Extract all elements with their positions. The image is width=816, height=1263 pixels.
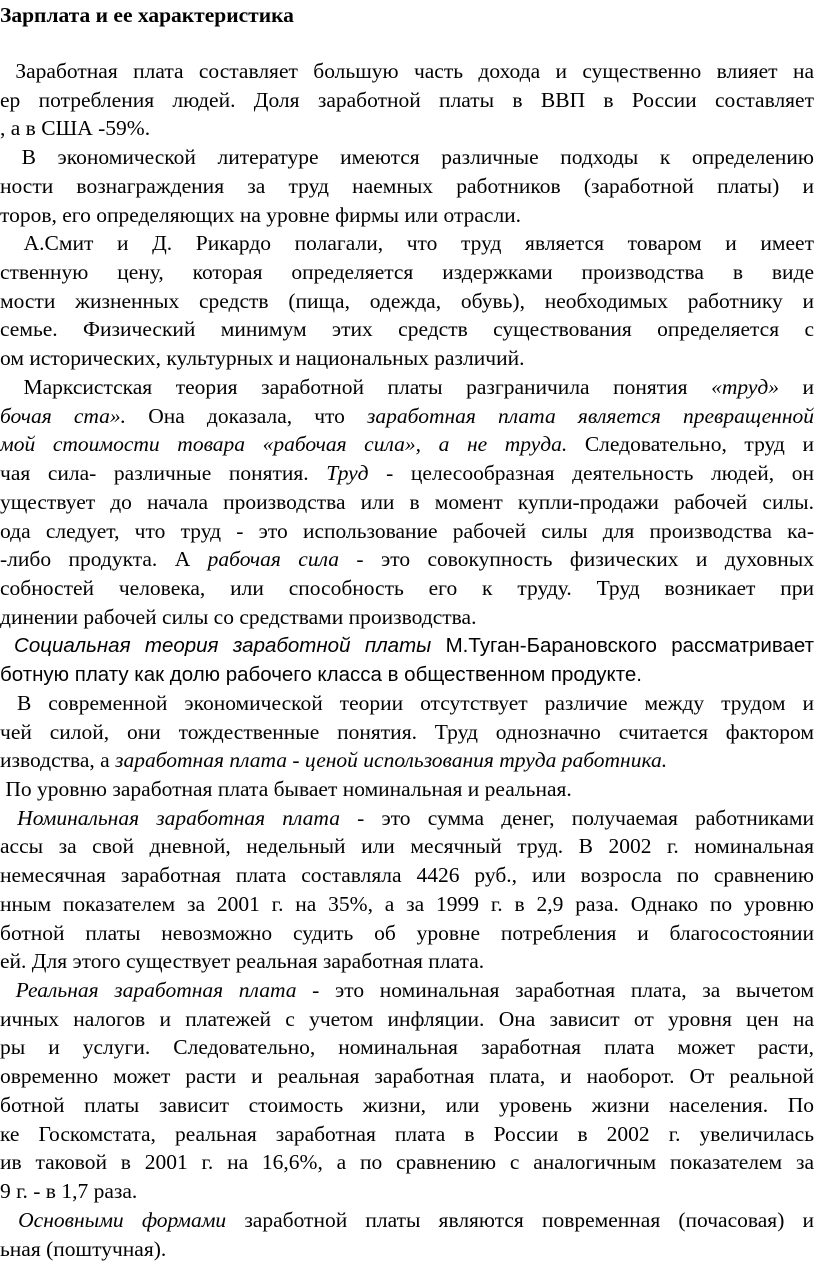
italic-term: Социальная теория заработной платы	[14, 634, 432, 657]
text-run: -либо продукта. А	[0, 547, 208, 571]
document-title: Зарплата и ее характеристика	[0, 3, 294, 27]
text-run: динении рабочей силы со средствами производства.	[0, 605, 477, 629]
text-line	[0, 315, 814, 343]
italic-term: бочая ста».	[0, 404, 127, 428]
text-run: и	[778, 375, 814, 399]
italic-term: рабочая сила	[207, 547, 339, 571]
text-run: овременно может расти и реальная заработная плата, и наоборот. От реальной	[0, 1064, 814, 1088]
text-run: чей силой, они тождественные понятия. Труд однозначно считается фактором	[0, 720, 814, 744]
text-line	[0, 718, 814, 746]
text-run: собностей человека, или способность его к труду. Труд возникает при	[0, 576, 814, 600]
text-run: ер потребления людей. Доля заработной платы в ВВП в России составляет	[0, 88, 814, 112]
text-run: нным показателем за 2001 г. на 35%, а за 1999 г. в 2,9 раза. Однако по уровню	[0, 892, 814, 916]
text-run: ры и услуги. Следовательно, номинальная заработная плата может расти,	[0, 1035, 814, 1059]
text-run: Она доказала, что	[126, 404, 368, 428]
text-line	[0, 775, 572, 803]
text-line	[0, 201, 521, 229]
text-line	[0, 919, 814, 947]
text-line	[0, 1206, 814, 1234]
text-run: изводства, а	[0, 748, 116, 772]
italic-term: Основными формами	[18, 1208, 227, 1232]
text-run: ности вознаграждения за труд наемных работников (заработной платы) и	[0, 174, 814, 198]
text-run	[0, 806, 17, 830]
text-line	[0, 1148, 814, 1176]
text-line	[0, 545, 814, 573]
text-run: ботную плату как долю рабочего класса в общественном продукте.	[0, 663, 643, 686]
text-run: 9 г. - в 1,7 раза.	[0, 1179, 138, 1203]
italic-term: Реальная заработная плата	[15, 978, 297, 1002]
text-run: В экономической литературе имеются различные подходы к определению	[0, 145, 814, 169]
text-line	[0, 229, 814, 257]
text-line	[0, 1062, 814, 1090]
text-line	[0, 603, 476, 631]
text-line	[0, 947, 484, 975]
text-line	[0, 574, 814, 602]
text-run: ке Госкомстата, реальная заработная плата в России в 2002 г. увеличилась	[0, 1122, 814, 1146]
text-line	[0, 976, 814, 1004]
text-run: ственную цену, которая определяется издержками производства в виде	[0, 260, 814, 284]
italic-term: Номинальная заработная плата	[17, 806, 340, 830]
text-run: По уровню заработная плата бывает номинальная и реальная.	[0, 777, 572, 801]
text-line	[0, 1005, 814, 1033]
text-run: ив таковой в 2001 г. на 16,6%, а по сравнению с аналогичным показателем за	[0, 1150, 814, 1174]
italic-term: Труд	[326, 461, 369, 485]
text-line	[0, 1091, 814, 1119]
text-line	[0, 517, 814, 545]
text-run: ассы за свой дневной, недельный или месячный труд. В 2002 г. номинальная	[0, 834, 814, 858]
text-line	[0, 832, 814, 860]
text-run: чая сила- различные понятия.	[0, 461, 327, 485]
italic-term: заработная плата - ценой использования труда работника.	[115, 748, 668, 772]
text-run: Заработная плата составляет большую часть дохода и существенно влияет на	[0, 59, 814, 83]
text-run: А.Смит и Д. Рикардо полагали, что труд является товаром и имеет	[0, 231, 814, 255]
text-run: М.Туган-Барановского рассматривает	[431, 634, 814, 657]
text-line	[0, 402, 814, 430]
text-line	[0, 459, 814, 487]
text-run: ботной платы зависит стоимость жизни, или уровень жизни населения. По	[0, 1093, 814, 1117]
text-line	[0, 660, 642, 688]
text-run: ьная (поштучная).	[0, 1237, 167, 1261]
text-run: В современной экономической теории отсутствует различие между трудом и	[0, 691, 814, 715]
text-line	[0, 430, 814, 458]
text-run: мости жизненных средств (пища, одежда, обувь), необходимых работнику и	[0, 289, 814, 313]
text-line	[0, 1120, 814, 1148]
italic-term: мой стоимости товара «рабочая сила», а не труда.	[0, 432, 568, 456]
text-run	[0, 633, 14, 657]
text-line	[0, 258, 814, 286]
text-line	[0, 114, 150, 142]
text-line	[0, 804, 814, 832]
text-run: семье. Физический минимум этих средств существования определяется с	[0, 317, 814, 341]
text-line	[0, 1033, 814, 1061]
text-run	[0, 1208, 18, 1232]
text-line	[0, 631, 814, 659]
text-run: немесячная заработная плата составляла 4426 руб., или возросла по сравнению	[0, 863, 814, 887]
text-run: ботной платы невозможно судить об уровне потребления и благосостоянии	[0, 921, 814, 945]
text-line	[0, 287, 814, 315]
text-line	[0, 1235, 166, 1263]
text-run: уществует до начала производства или в момент купли-продажи рабочей силы.	[0, 490, 814, 514]
text-run: ичных налогов и платежей с учетом инфляции. Она зависит от уровня цен на	[0, 1007, 814, 1031]
text-run: Марксистская теория заработной платы разграничила понятия	[0, 375, 712, 399]
text-run: торов, его определяющих на уровне фирмы или отрасли.	[0, 203, 522, 227]
text-run: , а в США -59%.	[0, 116, 151, 140]
text-run: ей. Для этого существует реальная заработная плата.	[0, 949, 485, 973]
text-line	[0, 86, 814, 114]
text-line	[0, 488, 814, 516]
italic-term: «труд»	[711, 375, 779, 399]
text-line	[0, 890, 814, 918]
text-run: - целесообразная деятельность людей, он	[368, 461, 814, 485]
text-line	[0, 689, 814, 717]
text-line	[0, 746, 667, 774]
text-line	[0, 172, 814, 200]
italic-term: заработная плата является превращенной	[367, 404, 814, 428]
text-run: Следовательно, труд и	[567, 432, 814, 456]
text-line	[0, 344, 524, 372]
text-run: - это номинальная заработная плата, за вычетом	[296, 978, 815, 1002]
text-run: заработной платы являются повременная (почасовая) и	[226, 1208, 815, 1232]
text-run: - это совокупность физических и духовных	[339, 547, 815, 571]
text-line	[0, 1177, 137, 1205]
text-run: ом исторических, культурных и национальных различий.	[0, 346, 525, 370]
text-line	[0, 373, 814, 401]
text-run: ода следует, что труд - это использование рабочей силы для производства ка-	[0, 519, 814, 543]
text-run	[0, 978, 16, 1002]
text-line	[0, 861, 814, 889]
text-run: - это сумма денег, получаемая работниками	[339, 806, 814, 830]
text-line	[0, 143, 814, 171]
text-line	[0, 57, 814, 85]
